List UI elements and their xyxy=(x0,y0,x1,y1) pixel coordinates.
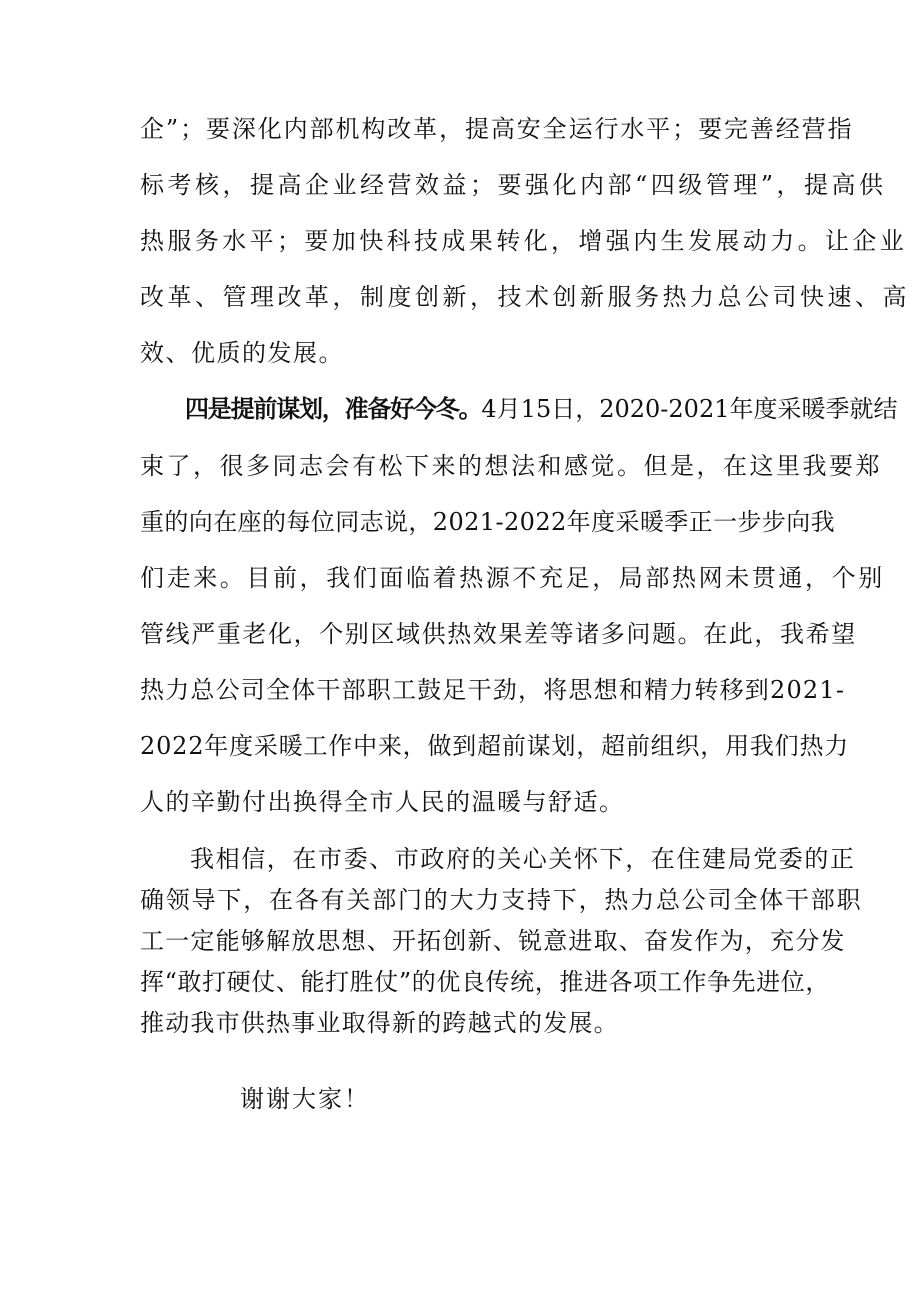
paragraph-3-line-3: 工一定能够解放思想、开拓创新、锐意进取、奋发作为，充分发 xyxy=(140,927,846,955)
paragraph-2-line-7: 2022年度采暖工作中来，做到超前谋划，超前组织，用我们热力 xyxy=(140,732,850,760)
paragraph-3-line-1: 我相信，在市委、市政府的关心关怀下，在住建局党委的正 xyxy=(190,845,856,873)
paragraph-2-line-4: 们走来。目前，我们面临着热源不充足，局部热网未贯通，个别 xyxy=(140,564,885,592)
closing-thanks: 谢谢大家！ xyxy=(240,1085,370,1113)
paragraph-2-line-8: 人的辛勤付出换得全市人民的温暖与舒适。 xyxy=(140,788,625,816)
paragraph-3-line-4: 挥“敢打硬仗、能打胜仗”的优良传统，推进各项工作争先进位， xyxy=(140,968,830,996)
paragraph-2-line-1 xyxy=(185,395,897,423)
paragraph-1-line-1: 企”；要深化内部机构改革，提高安全运行水平；要完善经营指 xyxy=(140,115,854,143)
paragraph-2-line-5: 管线严重老化，个别区域供热效果差等诸多问题。在此，我希望 xyxy=(140,620,857,648)
paragraph-2-heading: 四是提前谋划，准备好今冬。 xyxy=(185,394,482,423)
paragraph-2-line-6: 热力总公司全体干部职工鼓足干劲，将思想和精力转移到2021- xyxy=(140,676,846,704)
paragraph-3-line-5: 推动我市供热事业取得新的跨越式的发展。 xyxy=(140,1009,619,1037)
paragraph-3-line-2: 确领导下，在各有关部门的大力支持下，热力总公司全体干部职 xyxy=(140,886,863,914)
paragraph-1-line-5: 效、优质的发展。 xyxy=(140,339,344,367)
paragraph-1-line-2: 标考核，提高企业经营效益；要强化内部“四级管理”，提高供 xyxy=(140,171,887,199)
paragraph-2-line-3: 重的向在座的每位同志说，2021-2022年度采暖季正一步步向我 xyxy=(140,508,836,536)
paragraph-1-line-4: 改革、管理改革，制度创新，技术创新服务热力总公司快速、高 xyxy=(140,283,910,311)
paragraph-2-line-1-text: 4月15日，2020-2021年度采暖季就结 xyxy=(481,395,898,423)
paragraph-2-line-2: 束了，很多同志会有松下来的想法和感觉。但是，在这里我要郑 xyxy=(140,452,882,480)
paragraph-1-line-3: 热服务水平；要加快科技成果转化，增强内生发展动力。让企业 xyxy=(140,227,908,255)
